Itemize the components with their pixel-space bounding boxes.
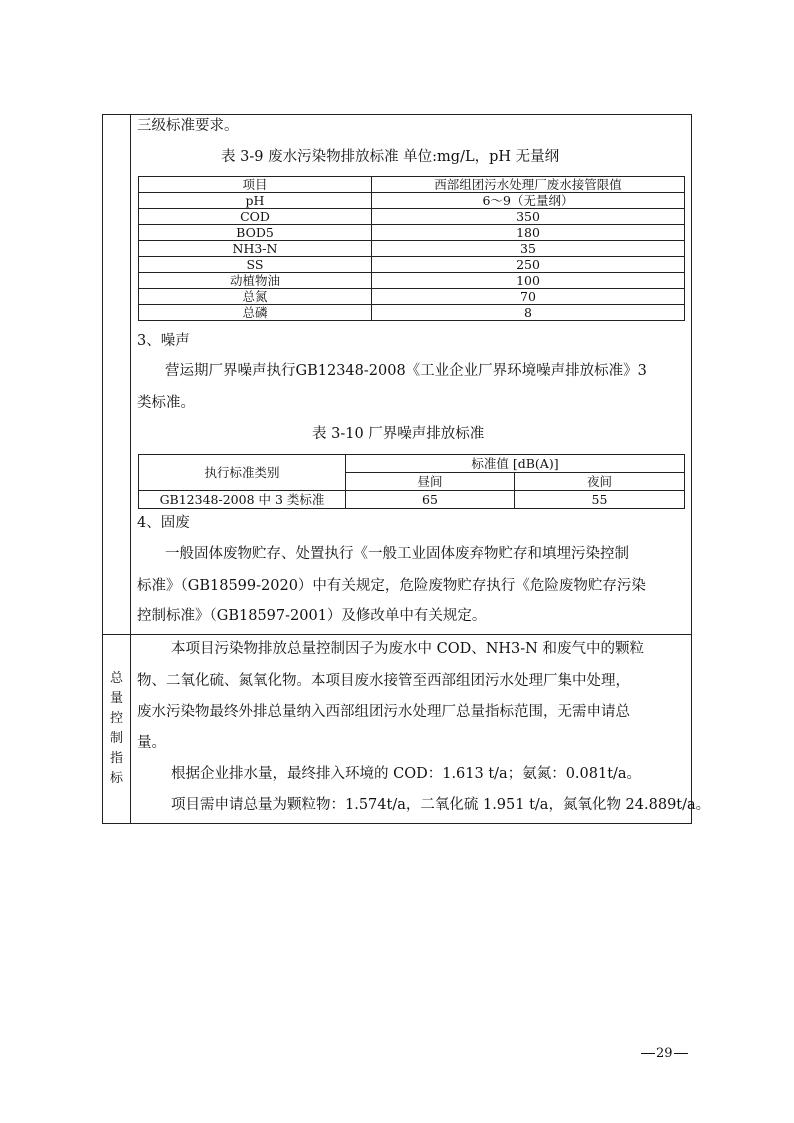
page-number-text: 29 — [656, 1046, 673, 1061]
table-cell-item: pH — [139, 193, 372, 209]
table-row — [139, 491, 685, 509]
table-cell-value: 70 — [372, 289, 685, 305]
solid-waste-heading: 4、固废 — [137, 515, 190, 531]
table-cell-value: 100 — [372, 273, 685, 289]
side-label-char: 量 — [109, 691, 123, 706]
side-label-char: 控 — [109, 711, 123, 726]
solid-waste-line: 标准》（GB18599-2020）中有关规定，危险废物贮存执行《危险废物贮存污染 — [137, 578, 646, 594]
table-row — [139, 257, 685, 273]
table-cell-value: 350 — [372, 209, 685, 225]
noise-paragraph-line: 类标准。 — [137, 395, 195, 411]
emission-paragraph: 根据企业排水量，最终排入环境的 COD：1.613 t/a；氨氮：0.081t/a。 — [171, 766, 642, 782]
table-row — [139, 193, 685, 209]
total-control-label — [103, 636, 130, 822]
total-paragraph-line: 量。 — [137, 735, 166, 751]
applied-total-paragraph: 项目需申请总量为颗粒物：1.574t/a，二氧化硫 1.951 t/a，氮氧化物 24.889t/a。 — [171, 797, 711, 813]
table-cell-value: 6～9（无量纲） — [372, 193, 685, 209]
page-number-dash — [641, 1053, 655, 1055]
side-label-char: 制 — [109, 731, 123, 746]
noise-paragraph-line: 营运期厂界噪声执行GB12348-2008《工业企业厂界环境噪声排放标准》3 — [165, 363, 647, 379]
table-cell-item: BOD5 — [139, 225, 372, 241]
table-cell-item: 总磷 — [139, 305, 372, 321]
table-cell-item: COD — [139, 209, 372, 225]
page-number-dash — [674, 1053, 688, 1055]
solid-waste-line: 控制标准》（GB18597-2001）及修改单中有关规定。 — [137, 608, 487, 624]
continued-text: 三级标准要求。 — [137, 118, 239, 134]
noise-standard-table — [138, 454, 685, 509]
table-cell-value: 180 — [372, 225, 685, 241]
table-3-10-title: 表 3-10 厂界噪声排放标准 — [312, 426, 485, 442]
total-paragraph-line: 废水污染物最终外排总量纳入西部组团污水处理厂总量指标范围，无需申请总 — [137, 704, 630, 720]
total-paragraph-line: 本项目污染物排放总量控制因子为废水中 COD、NH3-N 和废气中的颗粒 — [171, 641, 644, 657]
table-cell-night: 55 — [515, 491, 685, 509]
table-row — [139, 305, 685, 321]
table-row — [139, 225, 685, 241]
table-row — [139, 289, 685, 305]
table-header-limit: 西部组团污水处理厂废水接管限值 — [372, 177, 685, 193]
table-cell-item: SS — [139, 257, 372, 273]
table-cell-day: 65 — [346, 491, 515, 509]
table-header-item: 项目 — [139, 177, 372, 193]
table-row — [139, 273, 685, 289]
page-number — [640, 1046, 689, 1061]
table-3-9-title: 表 3-9 废水污染物排放标准 单位:mg/L，pH 无量纲 — [221, 149, 560, 165]
table-cell-item: 动植物油 — [139, 273, 372, 289]
table-cell-value: 8 — [372, 305, 685, 321]
section-divider — [102, 634, 692, 635]
table-cell-value: 35 — [372, 241, 685, 257]
wastewater-standard-table — [138, 176, 685, 321]
column-divider — [130, 114, 131, 824]
table-cell-value: 250 — [372, 257, 685, 273]
noise-heading: 3、噪声 — [137, 333, 190, 349]
table-row — [139, 209, 685, 225]
table-cell-category: GB12348-2008 中 3 类标准 — [139, 491, 346, 509]
total-paragraph-line: 物、二氧化硫、氮氧化物。本项目废水接管至西部组团污水处理厂集中处理， — [137, 673, 630, 689]
table-header-night: 夜间 — [515, 473, 685, 491]
side-label-char: 总 — [109, 671, 123, 686]
table-row — [139, 241, 685, 257]
table-header-day: 昼间 — [346, 473, 515, 491]
table-cell-item: 总氮 — [139, 289, 372, 305]
side-label-char: 标 — [109, 771, 123, 786]
table-header-group: 标准值 [dB(A)] — [346, 455, 685, 473]
table-header-category: 执行标准类别 — [139, 455, 346, 491]
table-cell-item: NH3-N — [139, 241, 372, 257]
side-label-char: 指 — [109, 751, 123, 766]
solid-waste-line: 一般固体废物贮存、处置执行《一般工业固体废弃物贮存和填埋污染控制 — [165, 546, 629, 562]
